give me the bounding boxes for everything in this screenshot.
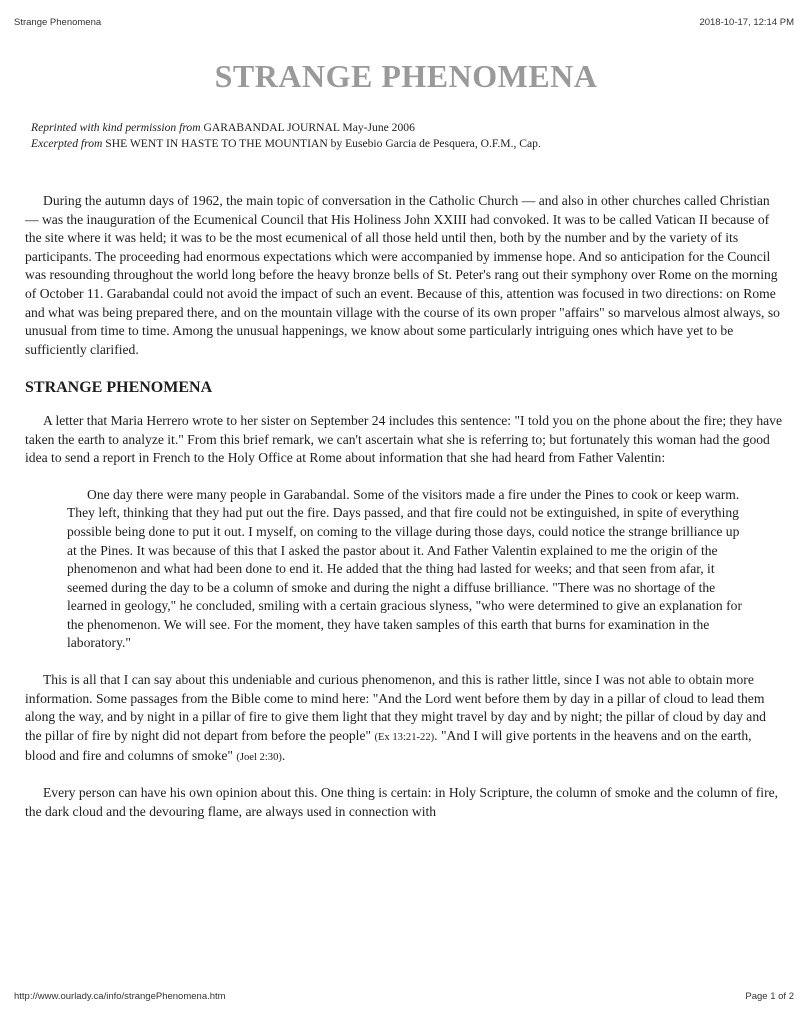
bible-text-b: . "And I will give portents in the heavens and on the earth, blood and fire and columns of smoke": [25, 727, 752, 764]
block-quote: One day there were many people in Garabandal. Some of the visitors made a fire under the Pines to cook or keep warm. They left, thinking that they had put out the fire. Days passed, and that fire could not be extinguished, in spite of everything possible being done to put it out. I myself, on coming to the village during those days, could notice the strange brilliance up at the Pines. It was because of this that I asked the pastor about it. And Father Valentin explained to me the origin of the phenomenon and what had been done to end it. He added that the thing had lasted for weeks; and that seen from afar, it seemed during the day to be a column of smoke and during the night a diffuse brilliance. "There was no shortage of the learned in geology," he concluded, smiling with a certain gracious slyness, "who were determined to give an explanation for the phenomenon. We will see. For the moment, they have taken samples of this earth that burns for examination in the laboratory.": [67, 486, 742, 651]
header-datetime: 2018-10-17, 12:14 PM: [699, 17, 794, 28]
bible-ref-joel: (Joel 2:30): [236, 752, 282, 764]
footer-url[interactable]: [14, 991, 226, 1002]
credit-excerpt-italic: Excerpted from: [31, 137, 103, 150]
paragraph-opinion: Every person can have his own opinion about this. One thing is certain: in Holy Scripture, the column of smoke and the column of fire, the dark cloud and the devouring flame, are always used in connection with: [25, 785, 779, 819]
credit-reprint-italic: Reprinted with kind permission from: [31, 121, 201, 134]
footer-page-number: Page 1 of 2: [745, 991, 794, 1002]
article-title: STRANGE PHENOMENA: [214, 58, 598, 94]
bible-text-c: .: [281, 748, 286, 764]
paragraph-letter: A letter that Maria Herrero wrote to her sister on September 24 includes this sentence: "I told you on the phone about the fire; they have taken the earth to analyze it." From this brief remark, we can't ascertain what she is referring to; but fortunately this woman had the good idea to send a report in French to the Holy Office at Rome about information that she had heard from Father Valentin:: [25, 412, 783, 466]
footer-url-link[interactable]: http://www.ourlady.ca/info/strangePhenomena.htm: [14, 991, 226, 1002]
credit-line-reprint: [31, 120, 541, 136]
credits: [31, 120, 541, 152]
header-page-title: Strange Phenomena: [14, 17, 102, 28]
bible-text-a: This is all that I can say about this undeniable and curious phenomenon, and this is rather little, since I was not able to obtain more information. Some passages from the Bible come to mind here: "And the Lord went before them by day in a pillar of cloud to lead them along the way, and by night in a pillar of fire to give them light that they might travel by day and by night; the pillar of cloud by day and the pillar of fire by night did not depart from before the people": [25, 672, 766, 743]
section-heading: STRANGE PHENOMENA: [25, 379, 213, 397]
article-body: [25, 192, 782, 821]
bible-ref-exodus: (Ex 13:21-22): [374, 731, 435, 743]
credit-excerpt-source: SHE WENT IN HASTE TO THE MOUNTIAN by Eusebio Garcia de Pesquera, O.F.M., Cap.: [102, 137, 541, 150]
paragraph-intro: During the autumn days of 1962, the main topic of conversation in the Catholic Church — and also in other churches called Christian — was the inauguration of the Ecumenical Council that His Holiness John XXIII had convoked. It was to be called Vatican II because of the site where it was held; it was to be the most ecumenical of all those held until then, both by the number and by the variety of its participants. The proceeding had enormous expectations which were accompanied by immense hope. And so anticipation for the Council was resounding throughout the world long before the heavy bronze bells of St. Peter's rang out their symphony over Rome on the morning of October 11. Garabandal could not avoid the impact of such an event. Because of this, attention was focused in two directions: on Rome and what was being prepared there, and on the mountain village with the course of its own proper "affairs" so marvelous almost always, so unusual from time to time. Among the unusual happenings, we know about some particularly intriguing ones which have yet to be sufficiently clarified.: [25, 193, 780, 357]
paragraph-bible: [25, 671, 782, 768]
credit-reprint-source: GARABANDAL JOURNAL May-June 2006: [200, 121, 415, 134]
credit-line-excerpt: [31, 136, 541, 152]
